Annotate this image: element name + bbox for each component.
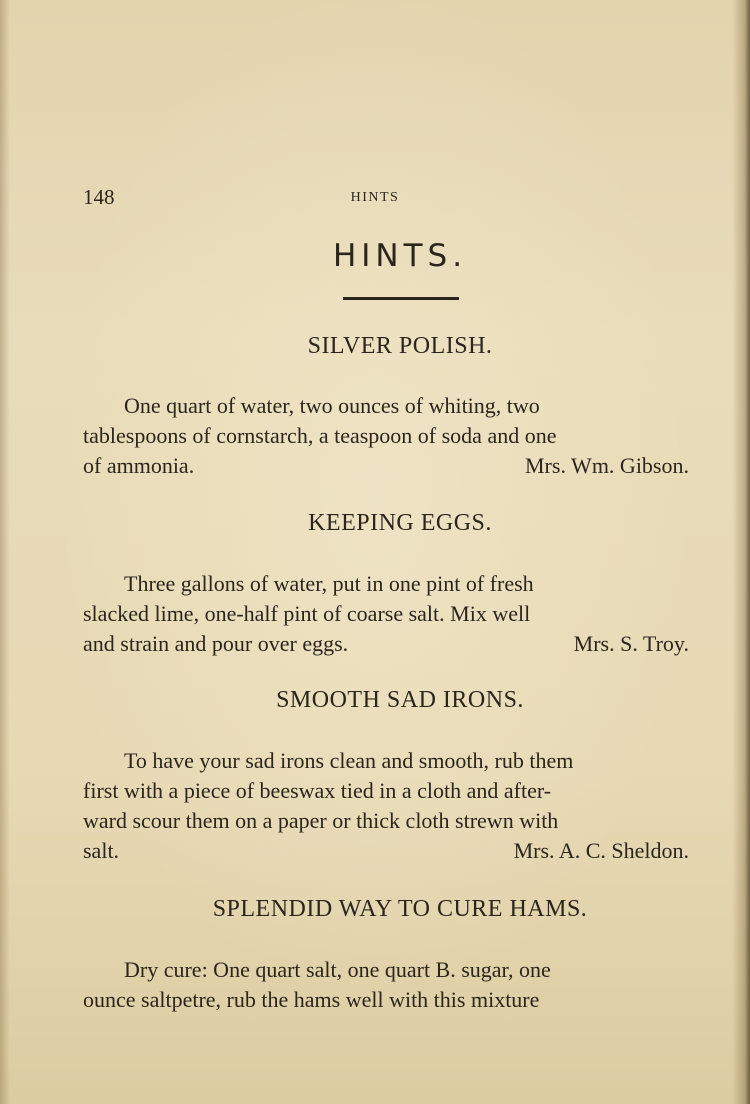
section-heading: SPLENDID WAY TO CURE HAMS. <box>212 896 588 922</box>
text-line: and strain and pour over eggs. Mrs. S. Troy. <box>83 629 719 659</box>
text-line: ward scour them on a paper or thick cloth strewn with <box>83 808 559 833</box>
text-line: first with a piece of beeswax tied in a cloth and after- <box>83 778 552 803</box>
section-heading: SMOOTH SAD IRONS. <box>276 687 524 713</box>
text-line: slacked lime, one-half pint of coarse salt. Mix well <box>83 601 531 626</box>
signature: Mrs. A. C. Sheldon. <box>513 838 689 863</box>
signature: Mrs. Wm. Gibson. <box>525 453 689 478</box>
page-shadow-right <box>732 0 750 1104</box>
text-line: salt. Mrs. A. C. Sheldon. <box>83 836 719 866</box>
text-line: Dry cure: One quart salt, one quart B. sugar, one <box>124 957 551 982</box>
running-title: HINTS <box>350 190 400 205</box>
text-line: tablespoons of cornstarch, a teaspoon of soda and one <box>83 423 557 448</box>
section-body <box>83 391 719 481</box>
running-head <box>0 185 750 209</box>
section-heading: SILVER POLISH. <box>307 333 493 359</box>
section-body <box>83 955 719 1015</box>
page-shadow-left <box>0 0 10 1104</box>
text-line: To have your sad irons clean and smooth, rub them <box>124 748 574 773</box>
signature: Mrs. S. Troy. <box>573 631 689 656</box>
section-body <box>83 746 719 866</box>
page-title: HINTS. <box>332 238 468 274</box>
text-line: of ammonia. Mrs. Wm. Gibson. <box>83 451 719 481</box>
section-body <box>83 569 719 659</box>
text-line: One quart of water, two ounces of whiting, two <box>124 393 540 418</box>
section-heading: KEEPING EGGS. <box>308 510 492 536</box>
text-line: ounce saltpetre, rub the hams well with this mixture <box>83 987 540 1012</box>
page-number: 148 <box>83 185 115 209</box>
text-line: Three gallons of water, put in one pint of fresh <box>124 571 534 596</box>
title-rule <box>343 297 459 300</box>
